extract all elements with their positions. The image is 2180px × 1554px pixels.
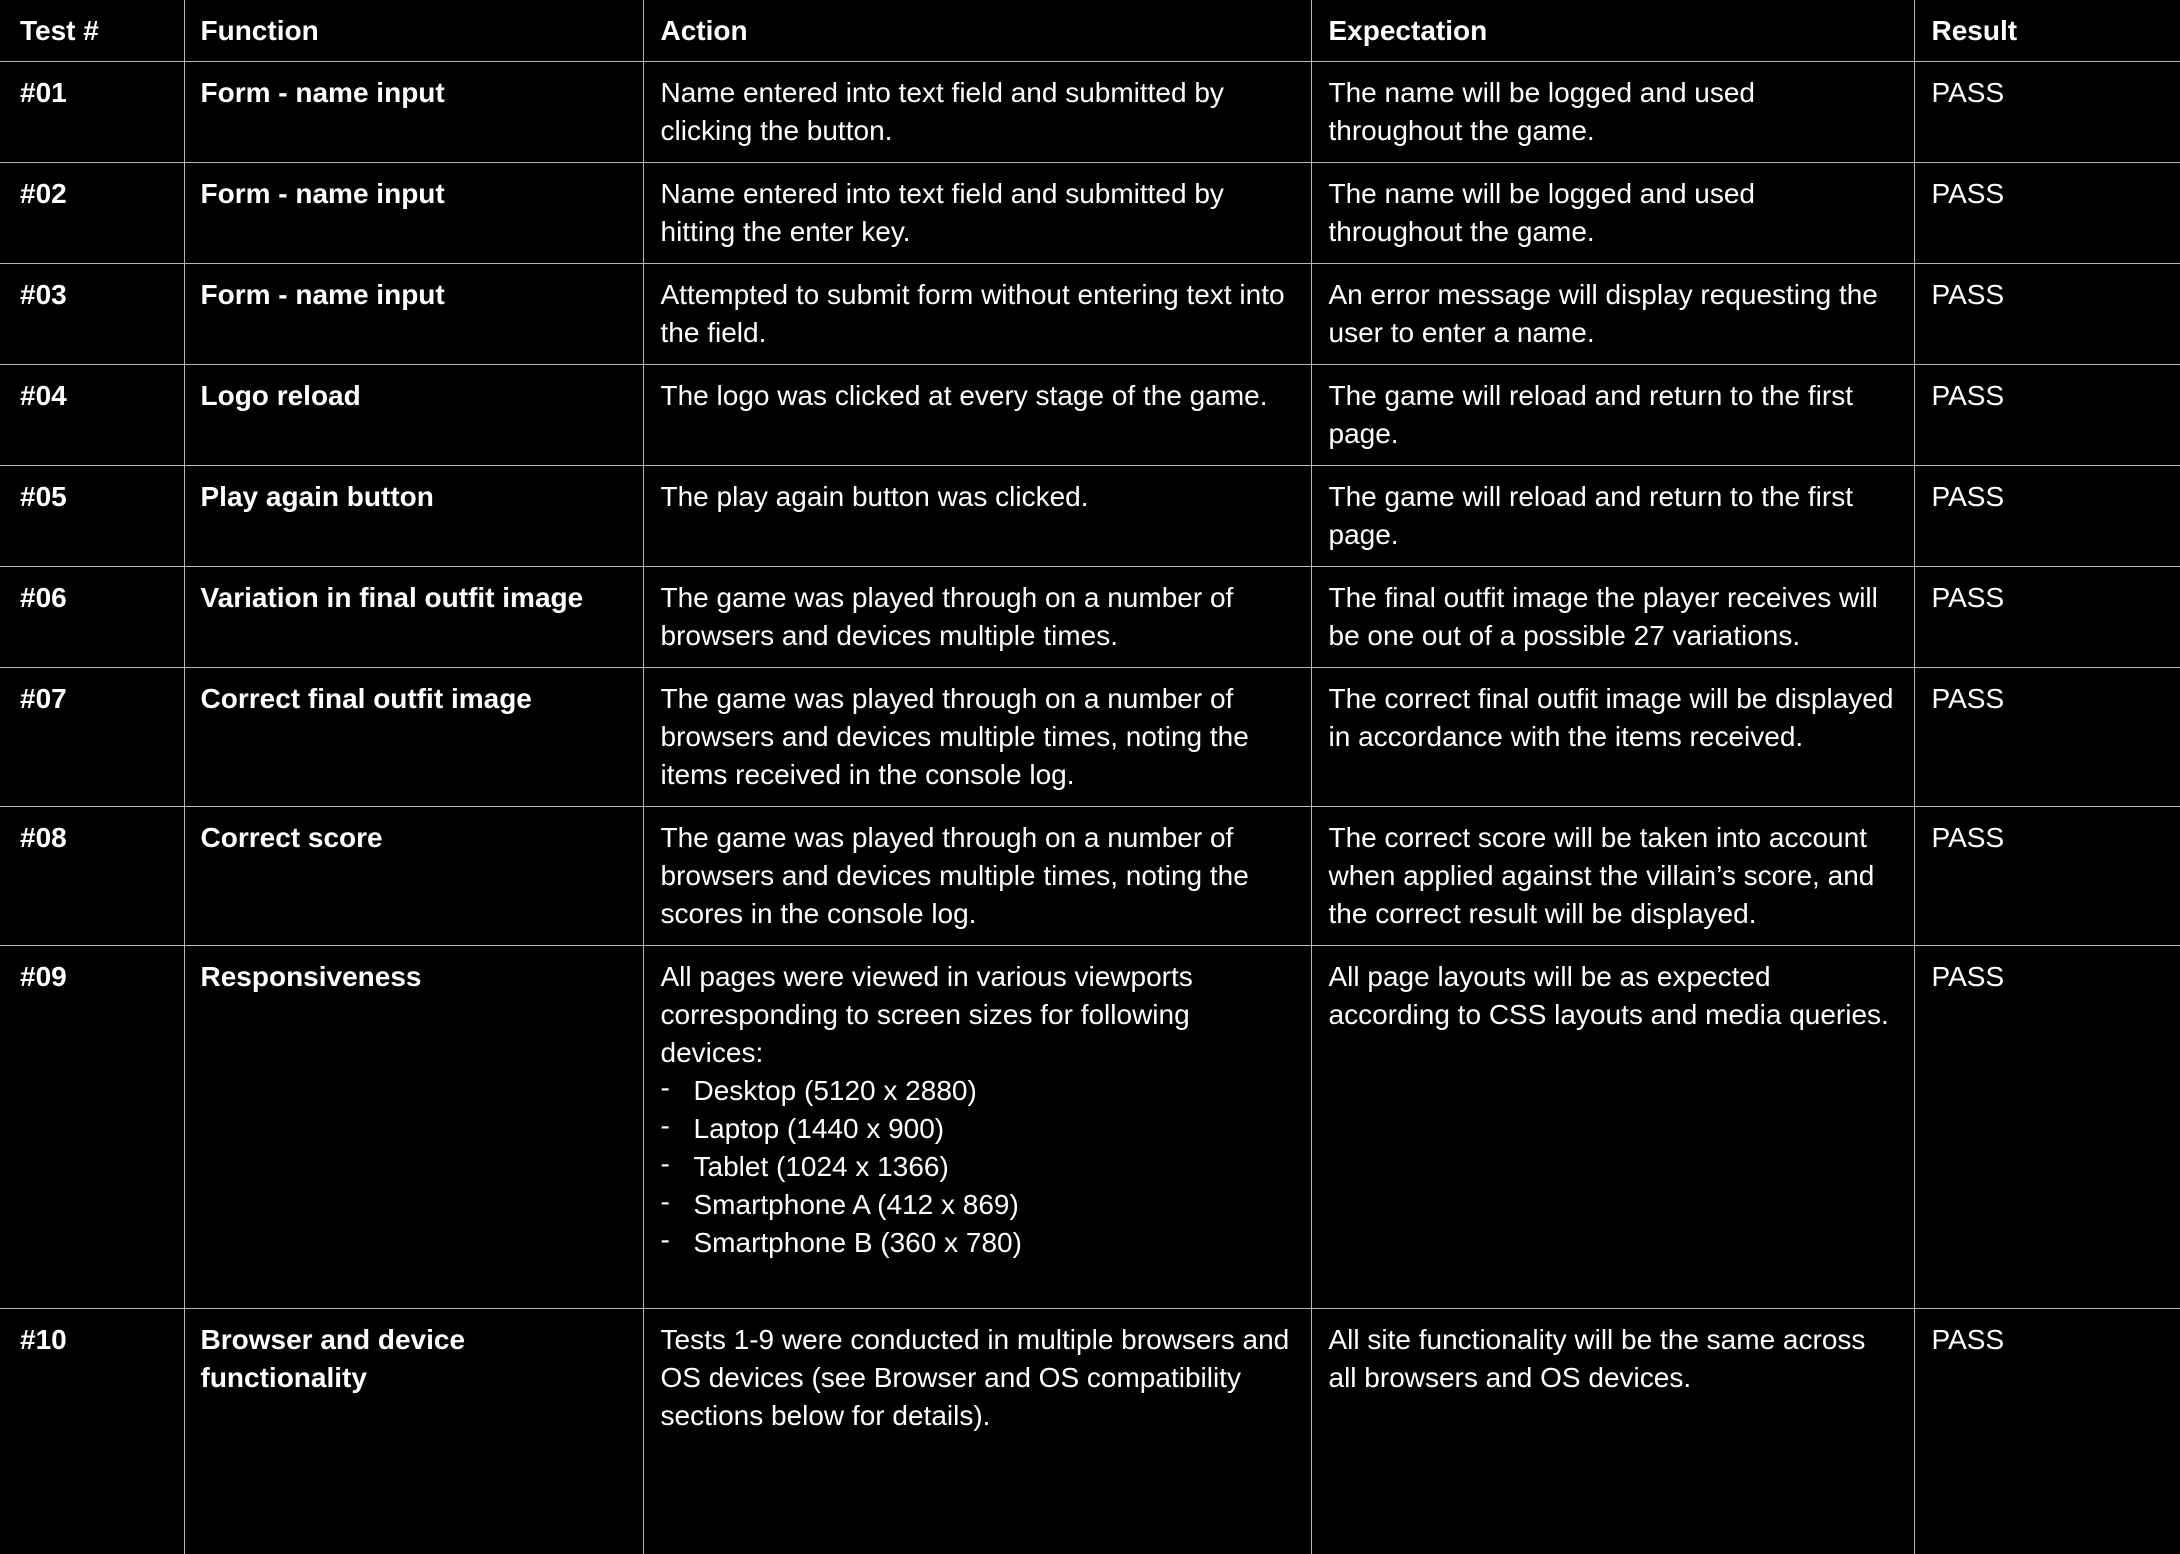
table-row (0, 567, 2180, 668)
cell-function: Form - name input (184, 163, 643, 264)
hyphen-bullet: - (660, 1110, 670, 1141)
table-row (0, 163, 2180, 264)
cell-result: PASS (1914, 946, 2180, 1309)
cell-function: Responsiveness (184, 946, 643, 1309)
cell-result: PASS (1914, 807, 2180, 946)
cell-function: Form - name input (184, 62, 643, 163)
list-item-label: Laptop (1440 x 900) (693, 1113, 945, 1144)
cell-test-number: #10 (0, 1309, 184, 1554)
cell-test-number: #09 (0, 946, 184, 1309)
cell-test-number: #05 (0, 466, 184, 567)
cell-result: PASS (1914, 668, 2180, 807)
cell-function: Play again button (184, 466, 643, 567)
cell-function: Correct final outfit image (184, 668, 643, 807)
cell-result: PASS (1914, 365, 2180, 466)
table-row (0, 1309, 2180, 1554)
cell-action: The game was played through on a number of browsers and devices multiple times, noting the items received in the console log. (643, 668, 1311, 807)
cell-result: PASS (1914, 163, 2180, 264)
cell-result: PASS (1914, 466, 2180, 567)
cell-expectation: An error message will display requesting the user to enter a name. (1311, 264, 1914, 365)
hyphen-bullet: - (660, 1224, 670, 1255)
list-item (661, 1224, 1293, 1262)
cell-action: Attempted to submit form without entering text into the field. (643, 264, 1311, 365)
table-row (0, 466, 2180, 567)
table-row (0, 668, 2180, 807)
list-item-label: Desktop (5120 x 2880) (693, 1075, 977, 1106)
cell-action: Name entered into text field and submitted by clicking the button. (643, 62, 1311, 163)
cell-action: Name entered into text field and submitted by hitting the enter key. (643, 163, 1311, 264)
list-item (661, 1186, 1293, 1224)
table-header-row (0, 0, 2180, 62)
cell-expectation: The correct score will be taken into account when applied against the villain’s score, and the correct result will be displayed. (1311, 807, 1914, 946)
hyphen-bullet: - (660, 1186, 670, 1217)
cell-result: PASS (1914, 567, 2180, 668)
list-item (661, 1072, 1293, 1110)
cell-result: PASS (1914, 1309, 2180, 1554)
cell-expectation: The correct final outfit image will be displayed in accordance with the items received. (1311, 668, 1914, 807)
column-header-test-number: Test # (0, 0, 184, 62)
list-item (661, 1110, 1293, 1148)
cell-expectation: The game will reload and return to the first page. (1311, 365, 1914, 466)
hyphen-bullet: - (660, 1148, 670, 1179)
list-item-label: Tablet (1024 x 1366) (693, 1151, 949, 1182)
cell-expectation: The name will be logged and used throughout the game. (1311, 163, 1914, 264)
cell-action (643, 946, 1311, 1309)
cell-action: Tests 1-9 were conducted in multiple browsers and OS devices (see Browser and OS compatibility sections below for details). (643, 1309, 1311, 1554)
cell-test-number: #04 (0, 365, 184, 466)
cell-function: Variation in final outfit image (184, 567, 643, 668)
hyphen-bullet: - (660, 1072, 670, 1103)
cell-result: PASS (1914, 264, 2180, 365)
cell-test-number: #01 (0, 62, 184, 163)
cell-test-number: #08 (0, 807, 184, 946)
table-row (0, 807, 2180, 946)
cell-expectation: The name will be logged and used throughout the game. (1311, 62, 1914, 163)
cell-expectation: The game will reload and return to the first page. (1311, 466, 1914, 567)
cell-function: Form - name input (184, 264, 643, 365)
list-item-label: Smartphone B (360 x 780) (693, 1227, 1022, 1258)
table-row (0, 365, 2180, 466)
cell-function: Browser and device functionality (184, 1309, 643, 1554)
cell-test-number: #02 (0, 163, 184, 264)
table-row (0, 62, 2180, 163)
cell-expectation: All site functionality will be the same across all browsers and OS devices. (1311, 1309, 1914, 1554)
cell-action: The game was played through on a number of browsers and devices multiple times, noting the scores in the console log. (643, 807, 1311, 946)
list-item-label: Smartphone A (412 x 869) (693, 1189, 1019, 1220)
cell-test-number: #07 (0, 668, 184, 807)
action-intro-text: All pages were viewed in various viewports corresponding to screen sizes for following devices: (660, 961, 1193, 1068)
cell-expectation: All page layouts will be as expected according to CSS layouts and media queries. (1311, 946, 1914, 1309)
column-header-action: Action (643, 0, 1311, 62)
column-header-expectation: Expectation (1311, 0, 1914, 62)
table-row (0, 946, 2180, 1309)
cell-function: Correct score (184, 807, 643, 946)
cell-action: The game was played through on a number of browsers and devices multiple times. (643, 567, 1311, 668)
cell-result: PASS (1914, 62, 2180, 163)
cell-test-number: #03 (0, 264, 184, 365)
cell-function: Logo reload (184, 365, 643, 466)
cell-action: The logo was clicked at every stage of the game. (643, 365, 1311, 466)
column-header-function: Function (184, 0, 643, 62)
cell-expectation: The final outfit image the player receives will be one out of a possible 27 variations. (1311, 567, 1914, 668)
cell-test-number: #06 (0, 567, 184, 668)
column-header-result: Result (1914, 0, 2180, 62)
list-item (661, 1148, 1293, 1186)
table-row (0, 264, 2180, 365)
cell-action: The play again button was clicked. (643, 466, 1311, 567)
